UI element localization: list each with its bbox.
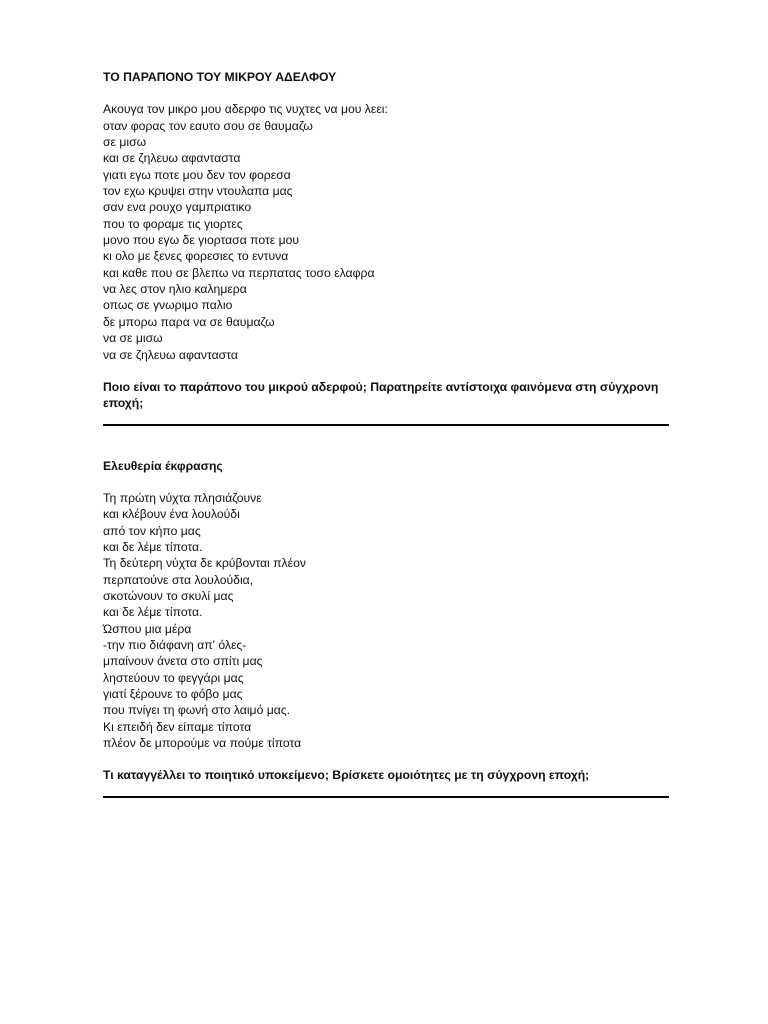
poem-2-line: ληστεύουν το φεγγάρι μας bbox=[103, 670, 244, 685]
poem-2-line: γιατί ξέρουνε το φόβο μας bbox=[103, 687, 243, 701]
poem-title-2: Ελευθερία έκφρασης bbox=[103, 458, 223, 473]
poem-2-line: Ώσπου μια μέρα bbox=[103, 621, 192, 636]
poem-1-line: να λες στον ηλιο καλημερα bbox=[103, 282, 247, 297]
poem-1-line: και σε ζηλευω αφανταστα bbox=[103, 151, 241, 166]
poem-1-line: να σε ζηλευω αφανταστα bbox=[103, 347, 238, 362]
poem-1-line: και καθε που σε βλεπω να περπατας τοσο ελαφρα bbox=[103, 265, 375, 280]
poem-1-line: σε μισω bbox=[103, 135, 147, 150]
poem-1-line: που το φοραμε τις γιορτες bbox=[103, 216, 243, 231]
poem-2 bbox=[103, 490, 669, 752]
poem-2-line: και κλέβουν ένα λουλούδι bbox=[103, 507, 240, 522]
poem-1-line: να σε μισω bbox=[103, 331, 163, 346]
poem-title-1: ΤΟ ΠΑΡΑΠΟΝΟ ΤΟΥ ΜΙΚΡΟΥ ΑΔΕΛΦΟΥ bbox=[103, 70, 337, 84]
poem-1 bbox=[103, 101, 669, 363]
answer-line-1 bbox=[103, 424, 669, 426]
answer-line-2 bbox=[103, 796, 669, 798]
poem-1-line: δε μπορω παρα να σε θαυμαζω bbox=[103, 314, 275, 329]
poem-2-line: και δε λέμε τίποτα. bbox=[103, 539, 203, 554]
poem-2-line: -την πιο διάφανη απ' όλες- bbox=[103, 637, 247, 652]
poem-1-line: κι ολο με ξενες φορεσιες το εντυνα bbox=[103, 249, 289, 264]
poem-2-line: περπατούνε στα λουλούδια, bbox=[103, 572, 254, 587]
poem-1-line: Ακουγα τον μικρο μου αδερφο τις νυχτες να μου λεει: bbox=[103, 102, 388, 117]
poem-1-line: τον εχω κρυψει στην ντουλαπα μας bbox=[103, 184, 293, 199]
poem-2-line: Τη δεύτερη νύχτα δε κρύβονται πλέον bbox=[103, 556, 306, 571]
poem-2-line: που πνίγει τη φωνή στο λαιμό μας. bbox=[103, 703, 291, 718]
poem-1-line: μονο που εγω δε γιορτασα ποτε μου bbox=[103, 233, 300, 248]
poem-2-line: σκοτώνουν το σκυλί μας bbox=[103, 588, 234, 603]
question-2: Τι καταγγέλλει το ποιητικό υποκείμενο; Βρίσκετε ομοιότητες με τη σύγχρονη εποχή; bbox=[103, 768, 590, 783]
poem-2-line: μπαίνουν άνετα στο σπίτι μας bbox=[103, 654, 263, 669]
poem-2-line: Τη πρώτη νύχτα πλησιάζουνε bbox=[103, 490, 262, 505]
poem-1-line: γιατι εγω ποτε μου δεν τον φορεσα bbox=[103, 167, 291, 182]
document-page bbox=[103, 69, 669, 798]
poem-2-line: πλέον δε μπορούμε να πούμε τίποτα bbox=[103, 736, 302, 751]
poem-2-line: και δε λέμε τίποτα. bbox=[103, 605, 203, 620]
poem-2-line: Κι επειδή δεν είπαμε τίποτα bbox=[103, 719, 252, 734]
question-1: Ποιο είναι το παράπονο του μικρού αδερφού; Παρατηρείτε αντίστοιχα φαινόμενα στη σύγχρονη εποχή; bbox=[103, 379, 659, 411]
poem-1-line: οταν φορας τον εαυτο σου σε θαυμαζω bbox=[103, 118, 313, 133]
poem-1-line: σαν ενα ρουχο γαμπριατικο bbox=[103, 200, 252, 215]
poem-1-line: οπως σε γνωριμο παλιο bbox=[103, 298, 233, 313]
poem-2-line: από τον κήπο μας bbox=[103, 523, 201, 538]
